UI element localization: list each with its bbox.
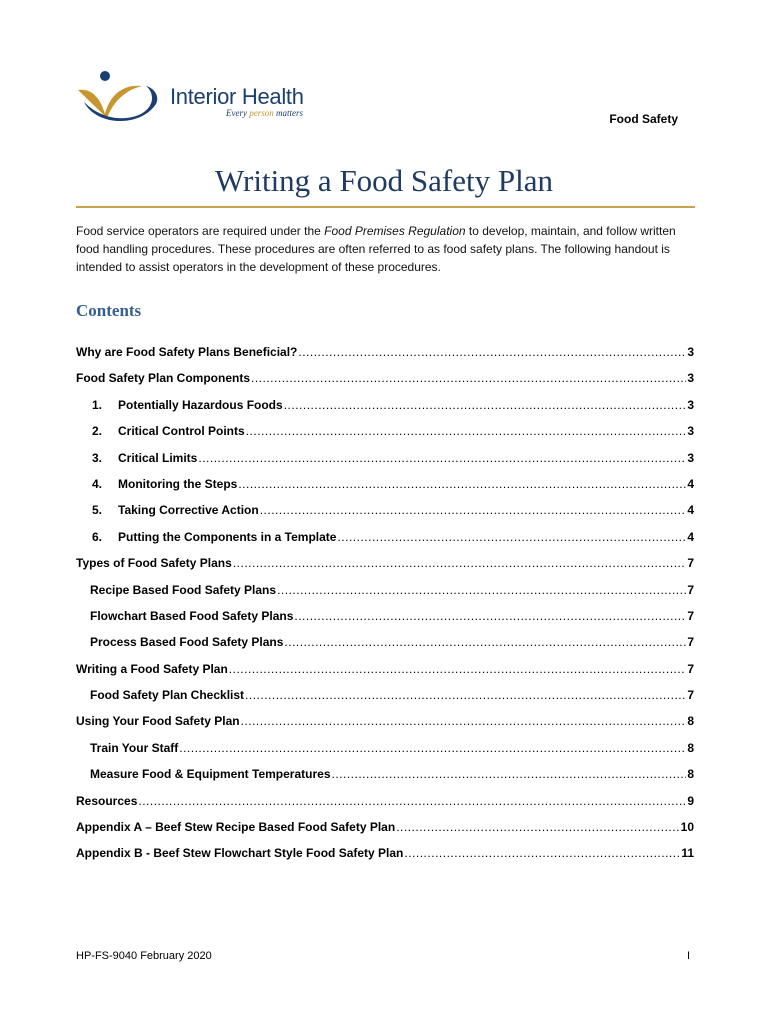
toc-entry[interactable]: Train Your Staff ..... 8 — [76, 741, 694, 767]
toc-entry[interactable]: Measure Food & Equipment Temperatures ..... 8 — [76, 767, 694, 793]
toc-entry[interactable]: Using Your Food Safety Plan ..... 8 — [76, 714, 694, 740]
toc-entry[interactable]: Appendix A – Beef Stew Recipe Based Food Safety Plan ..... 10 — [76, 820, 694, 846]
footer-page-number: I — [686, 950, 690, 962]
toc-entry[interactable]: Food Safety Plan Checklist ..... 7 — [76, 688, 694, 714]
toc-entry[interactable]: 5. Taking Corrective Action ..... 4 — [76, 503, 694, 529]
toc-entry[interactable]: Resources ..... 9 — [76, 794, 694, 820]
toc-entry[interactable]: 3. Critical Limits ..... 3 — [76, 451, 694, 477]
contents-heading: Contents — [76, 301, 142, 320]
toc-entry[interactable]: Recipe Based Food Safety Plans ..... 7 — [76, 583, 694, 609]
intro-paragraph: Food service operators are required under the Food Premises Regulation to develop, maintain, and follow written food handling procedures. These procedures are often referred to as food safety plans. The following handout is intended to assist operators in the development of these procedures. — [76, 224, 676, 274]
footer-document-code: HP-FS-9040 February 2020 — [76, 950, 212, 962]
logo-wordmark: Interior Health — [170, 84, 304, 109]
regulation-name: Food Premises Regulation — [324, 224, 466, 238]
toc-entry[interactable]: Appendix B - Beef Stew Flowchart Style Food Safety Plan ..... 11 — [76, 846, 694, 872]
header-section-label: Food Safety — [609, 112, 678, 126]
interior-health-logo — [76, 70, 326, 130]
table-of-contents — [76, 345, 694, 873]
toc-entry[interactable]: Flowchart Based Food Safety Plans ..... 7 — [76, 609, 694, 635]
document-title: Writing a Food Safety Plan — [215, 163, 553, 198]
toc-entry[interactable]: 6. Putting the Components in a Template ..... 4 — [76, 530, 694, 556]
logo-tagline: Every person matters — [226, 108, 303, 118]
toc-entry[interactable]: 4. Monitoring the Steps ..... 4 — [76, 477, 694, 503]
toc-entry[interactable]: Food Safety Plan Components ..... 3 — [76, 371, 694, 397]
toc-entry[interactable]: Writing a Food Safety Plan ..... 7 — [76, 662, 694, 688]
toc-entry[interactable]: 1. Potentially Hazardous Foods ..... 3 — [76, 398, 694, 424]
title-divider — [76, 206, 695, 208]
toc-entry[interactable]: Why are Food Safety Plans Beneficial? ..... 3 — [76, 345, 694, 371]
toc-entry[interactable]: Process Based Food Safety Plans ..... 7 — [76, 635, 694, 661]
toc-entry[interactable]: 2. Critical Control Points ..... 3 — [76, 424, 694, 450]
logo-figure-icon — [76, 70, 170, 130]
toc-entry[interactable]: Types of Food Safety Plans ..... 7 — [76, 556, 694, 582]
